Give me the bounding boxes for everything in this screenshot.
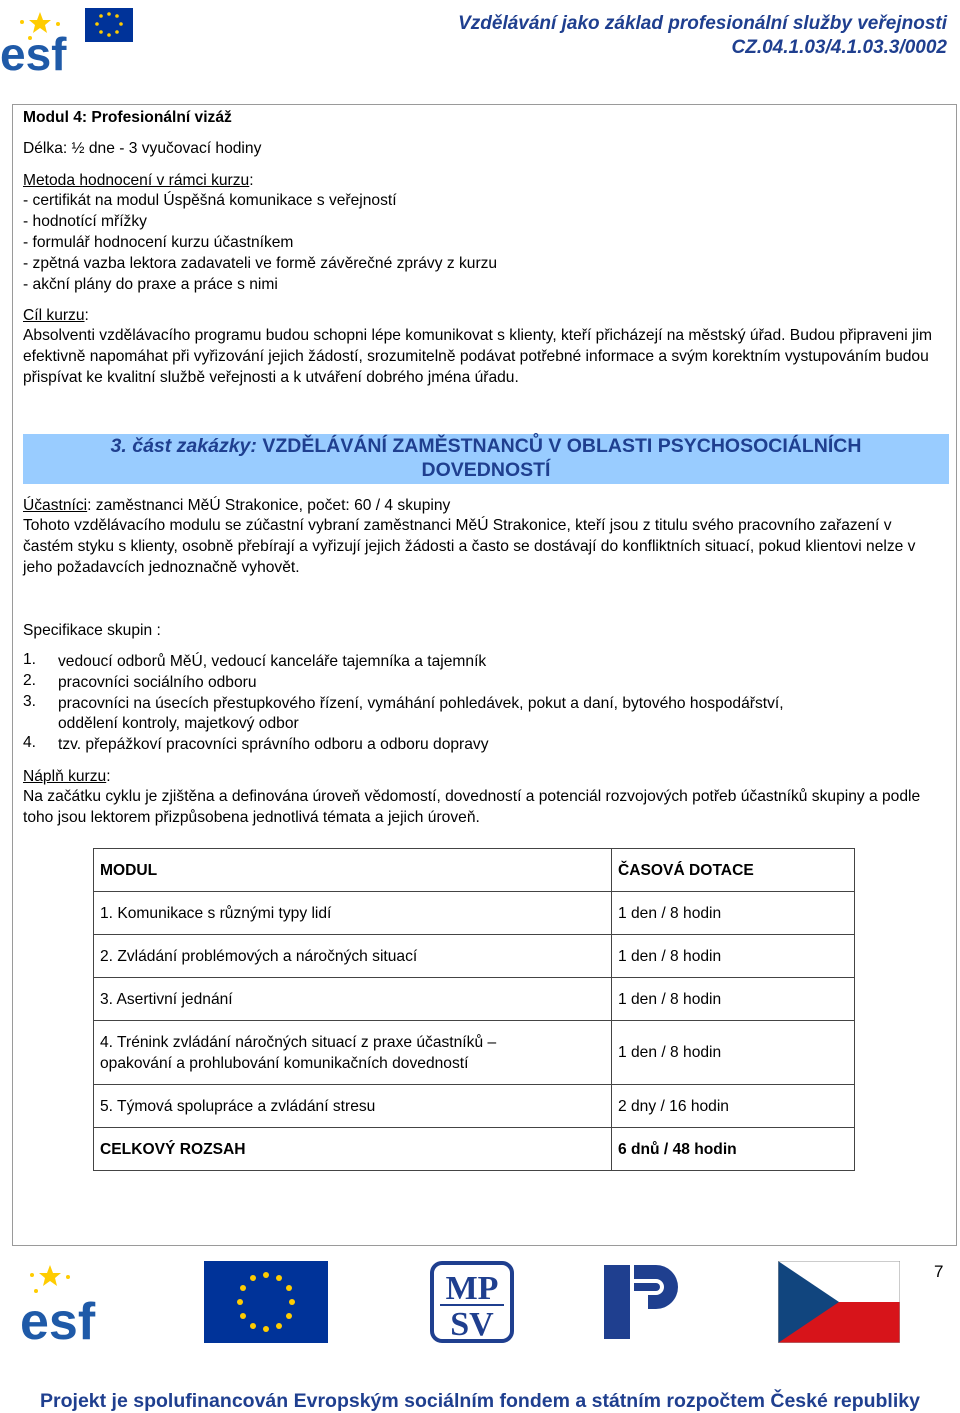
op-logo — [600, 1261, 686, 1343]
table-cell: 2. Zvládání problémových a náročných situací — [94, 935, 612, 978]
table-cell: 4. Trénink zvládání náročných situací z praxe účastníků – opakování a prohlubování komunikačních dovedností — [94, 1021, 612, 1085]
section3-banner — [23, 434, 949, 484]
section3-description: Tohoto vzdělávacího modulu se zúčastní vybraní zaměstnanci MěÚ Strakonice, kteří jsou z titulu svého pracovního zařazení v častém styku s klienty, osobně přebírají a vyřizují jejich žádosti a často se dostávají do konfliktních situací, pokud klientovi nelze v jeho požadavcích jednoznačně vyhovět. — [23, 517, 916, 576]
group-item: vedoucí odborů MěÚ, vedoucí kanceláře tajemníka a tajemník — [58, 653, 487, 670]
svg-text:esf: esf — [20, 1293, 96, 1343]
table-cell: 1 den / 8 hodin — [612, 892, 855, 935]
group-number: 1. — [23, 651, 37, 668]
table-row — [94, 935, 855, 978]
table-row — [94, 1021, 855, 1085]
svg-text:SV: SV — [450, 1306, 494, 1343]
participants: Účastníci: zaměstnanci MěÚ Strakonice, počet: 60 / 4 skupiny — [23, 497, 451, 514]
method-item: - zpětná vazba lektora zadavateli ve formě závěrečné zprávy z kurzu — [23, 255, 498, 272]
group-item: pracovníci na úsecích přestupkového řízení, vymáhání pohledávek, pokut a daní, bytového hospodářství, — [58, 695, 784, 712]
group-number: 4. — [23, 734, 37, 751]
table-total-row — [94, 1128, 855, 1171]
section3-title: VZDĚLÁVÁNÍ ZAMĚSTNANCŮ V OBLASTI PSYCHOSOCIÁLNÍCH — [256, 435, 862, 457]
method-item: - formulář hodnocení kurzu účastníkem — [23, 234, 294, 251]
group-item: tzv. přepážkoví pracovníci správního odboru a odboru dopravy — [58, 736, 489, 753]
table-total-value: 6 dnů / 48 hodin — [612, 1128, 855, 1171]
group-number: 2. — [23, 672, 37, 689]
table-header-cell: MODUL — [94, 849, 612, 892]
method-heading: Metoda hodnocení v rámci kurzu: — [23, 172, 254, 189]
table-row — [94, 1085, 855, 1128]
table-row — [94, 892, 855, 935]
header-code: CZ.04.1.03/4.1.03.3/0002 — [731, 37, 947, 58]
table-header-cell: ČASOVÁ DOTACE — [612, 849, 855, 892]
table-cell: 5. Týmová spolupráce a zvládání stresu — [94, 1085, 612, 1128]
method-item: - hodnotící mřížky — [23, 213, 147, 230]
section3-prefix: 3. část zakázky: — [110, 435, 257, 457]
group-item-continued: oddělení kontroly, majetkový odbor — [58, 715, 299, 732]
eu-flag — [204, 1261, 328, 1343]
content-text: Na začátku cyklu je zjištěna a definována úroveň vědomostí, dovedností a potenciál rozvojových potřeb účastníků skupiny a podle toho jsou lektorem přizpůsobena jednotlivá témata a jejich úroveň. — [23, 788, 921, 826]
module4-title: Modul 4: Profesionální vizáž — [23, 109, 232, 126]
table-cell: 2 dny / 16 hodin — [612, 1085, 855, 1128]
groups-heading: Specifikace skupin : — [23, 622, 161, 639]
table-cell: 3. Asertivní jednání — [94, 978, 612, 1021]
svg-text:MP: MP — [445, 1270, 499, 1307]
group-number: 3. — [23, 693, 37, 710]
method-item: - certifikát na modul Úspěšná komunikace s veřejností — [23, 192, 397, 209]
table-cell: 1 den / 8 hodin — [612, 978, 855, 1021]
table-total-label: CELKOVÝ ROZSAH — [94, 1128, 612, 1171]
section3-title-line2: DOVEDNOSTÍ — [421, 459, 551, 481]
page-number: 7 — [934, 1262, 944, 1281]
header-title: Vzdělávání jako základ profesionální služby veřejnosti — [458, 13, 947, 34]
table-header-row — [94, 849, 855, 892]
mpsv-logo — [430, 1261, 514, 1343]
module-table — [93, 848, 855, 1171]
footer-text: Projekt je spolufinancován Evropským sociálním fondem a státním rozpočtem České republiky — [40, 1390, 920, 1412]
goal-text: Absolventi vzdělávacího programu budou schopni lépe komunikovat s klienty, kteří přicházejí na městský úřad. Budou připraveni jim efektivně napomáhat při vyřizování jejich žádostí, srozumitelně podávat potřebné informace a svým korektním vystupováním budou přispívat ke kvalitní službě veřejnosti a k utváření dobrého jména úřadu. — [23, 327, 932, 386]
svg-text:esf: esf — [0, 28, 67, 74]
method-item: - akční plány do praxe a práce s nimi — [23, 276, 278, 293]
content-heading: Náplň kurzu: — [23, 768, 111, 785]
goal-heading: Cíl kurzu: — [23, 307, 89, 324]
czech-flag — [778, 1261, 900, 1343]
table-row — [94, 978, 855, 1021]
group-item: pracovníci sociálního odboru — [58, 674, 257, 691]
esf-logo — [0, 4, 135, 74]
table-cell: 1 den / 8 hodin — [612, 1021, 855, 1085]
esf-footer-logo — [20, 1261, 114, 1343]
module4-duration: Délka: ½ dne - 3 vyučovací hodiny — [23, 140, 262, 157]
table-cell: 1 den / 8 hodin — [612, 935, 855, 978]
table-cell: 1. Komunikace s různými typy lidí — [94, 892, 612, 935]
